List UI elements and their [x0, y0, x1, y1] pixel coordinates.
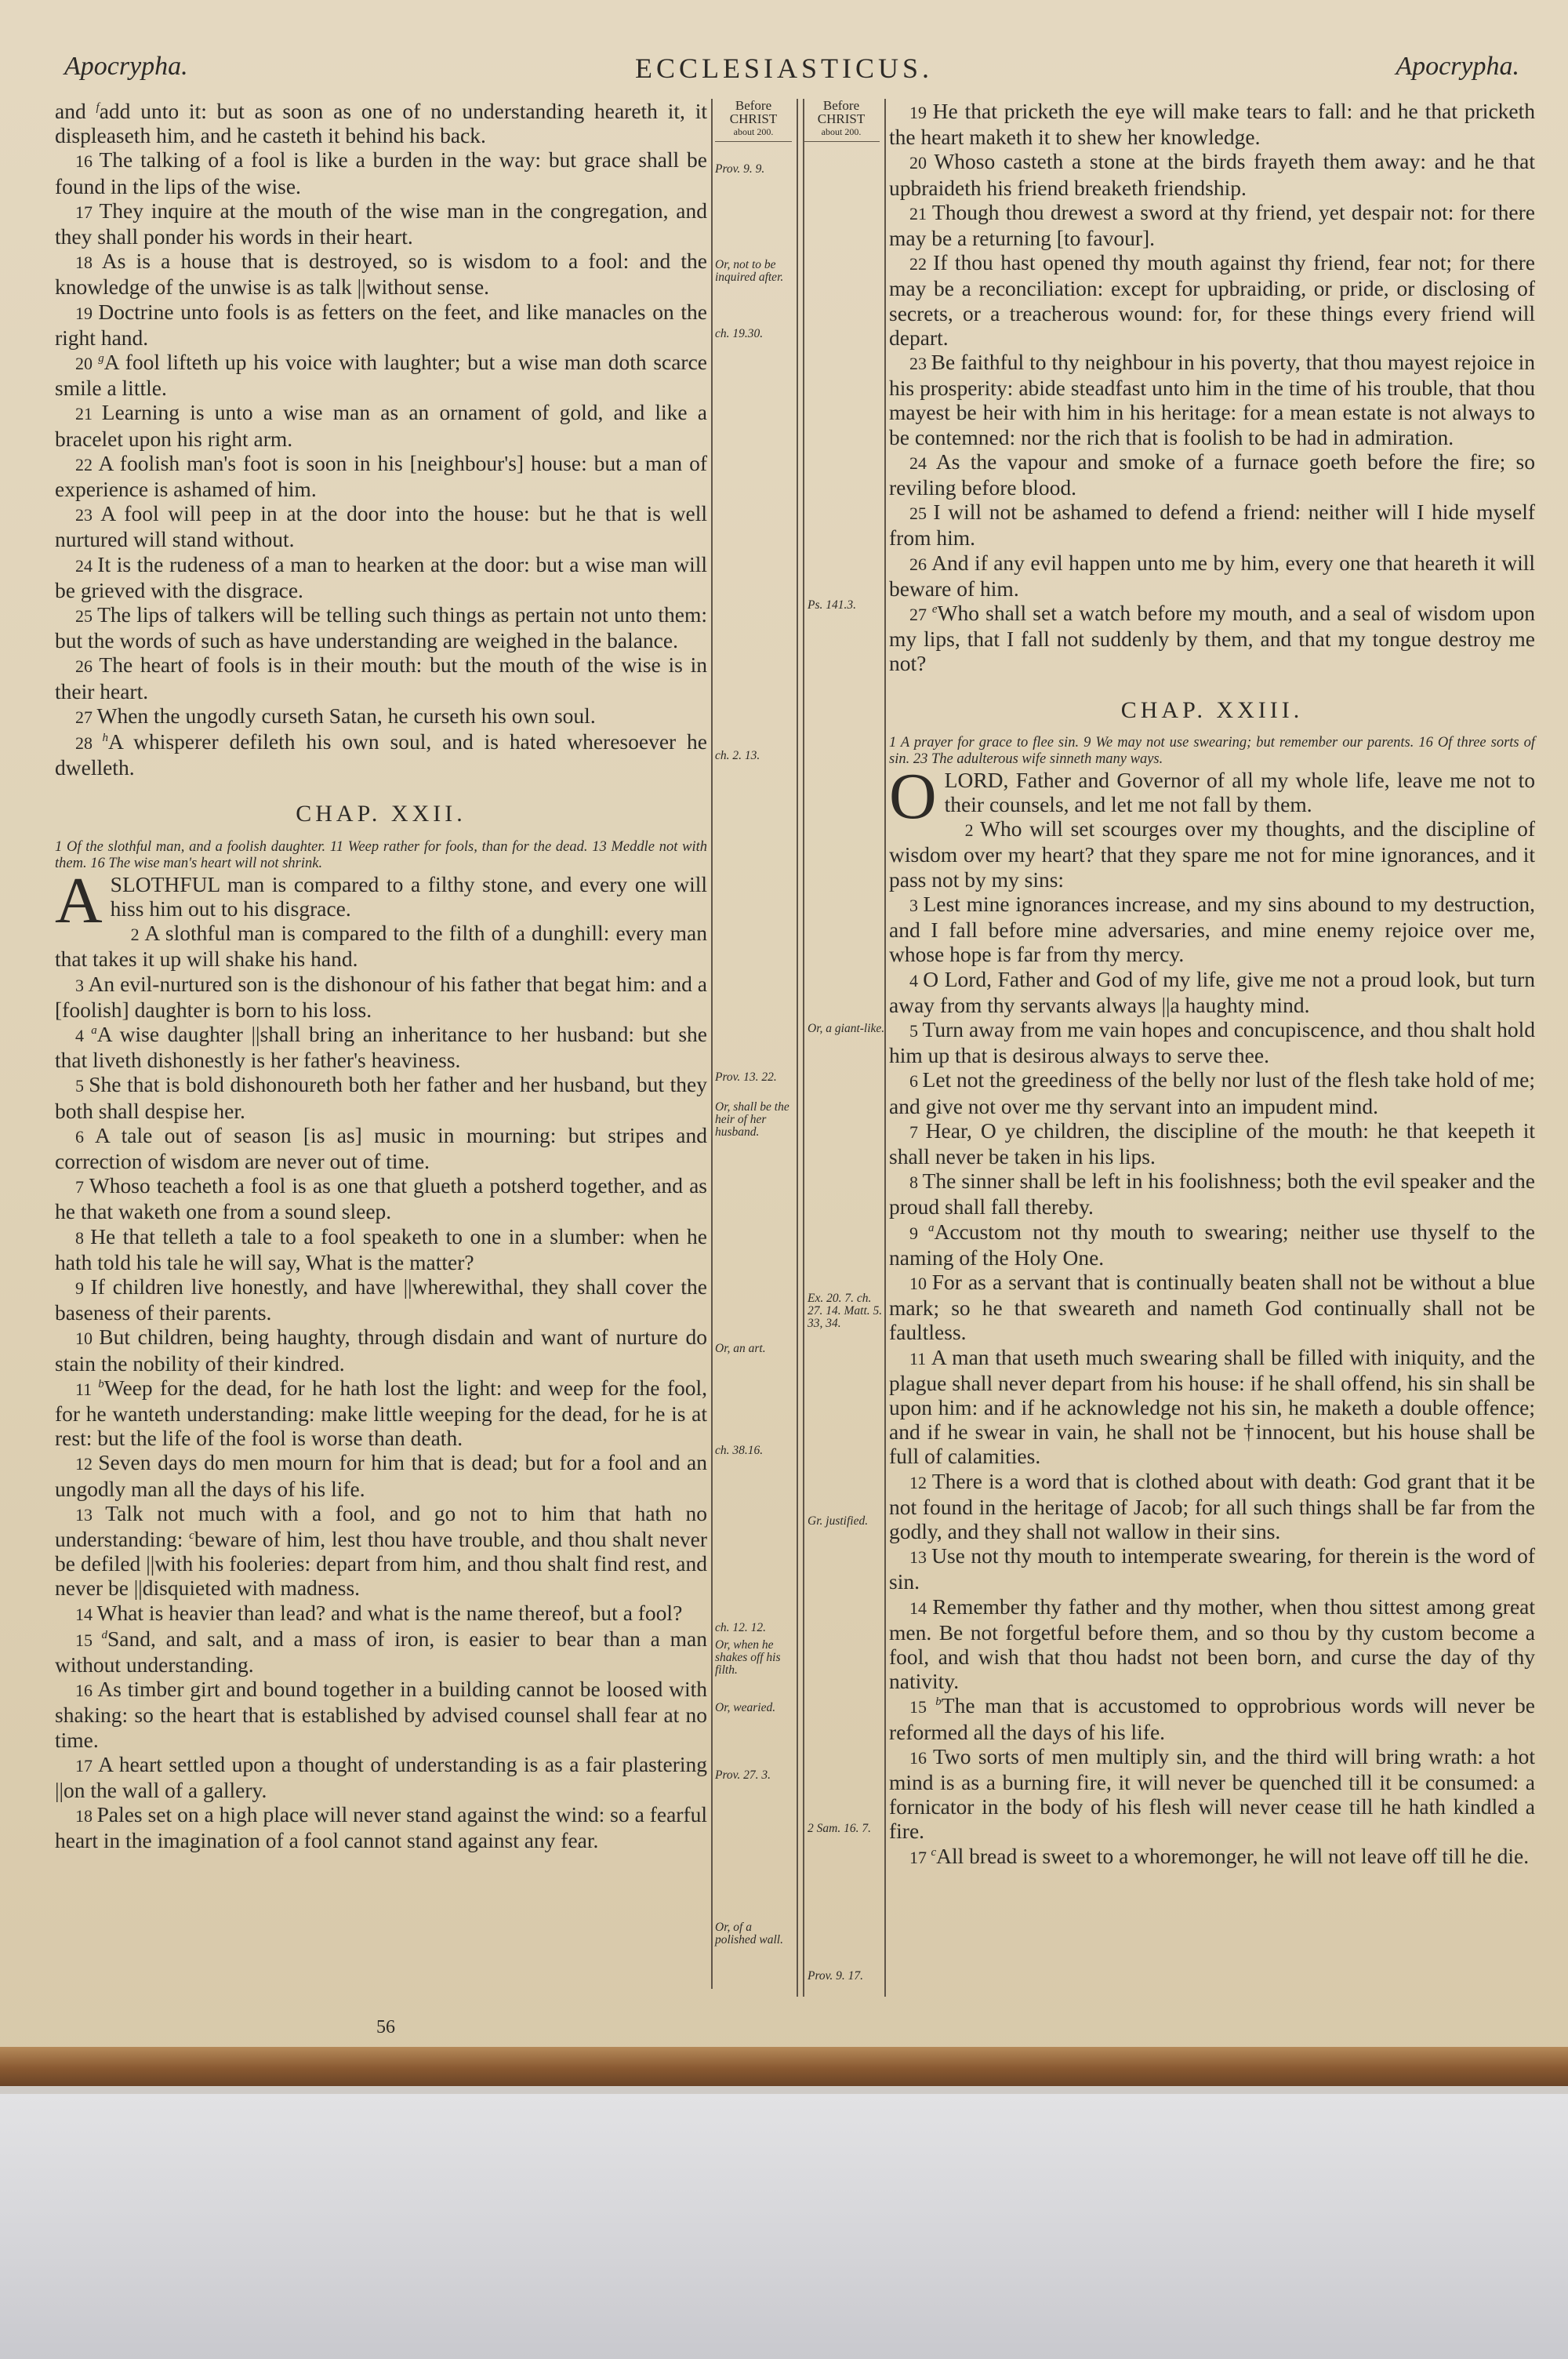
verse: 19 He that pricketh the eye will make tears to fall: and he that pricketh the heart maketh it to shew her knowledge.: [889, 99, 1536, 150]
verse: 16 As timber girt and bound together in a building cannot be loosed with shaking: so the heart that is established by advised counsel shall fear at no time.: [55, 1677, 707, 1752]
verse-text: He that telleth a tale to a fool speaketh to one in a slumber: when he hath told his tale he will say, What is the matter?: [55, 1223, 707, 1274]
verse: 27 $^e$Who shall set a watch before my mouth, and a seal of wisdom upon my lips, that I fall not suddenly by them, and that my tongue destroy me not?: [889, 601, 1536, 676]
running-head-right: Apocrypha.: [1396, 52, 1519, 81]
verse: 3 Lest mine ignorances increase, and my sins abound to my destruction, and I fall before mine adversaries, and mine enemy rejoice over me, whose hope is far from thy mercy.: [889, 891, 1536, 967]
verse: [55, 863, 707, 937]
verse-text: As is a house that is destroyed, so is wisdom to a fool: and the knowledge of the unwise is as talk ||without sense.: [55, 249, 707, 300]
verse: 23 Be faithful to thy neighbour in his poverty, that thou mayest rejoice in his prosperity: abide steadfast unto him in the time of his trouble, that thou mayest be heir with him in his heritage: for a mean estate is not always to be contemned: nor the rich that is foolish to be had in admiration.: [889, 350, 1536, 449]
verse-text: Doctrine unto fools is as fetters on the feet, and like manacles on the right hand.: [55, 299, 707, 350]
verse: 2 Who will set scourges over my thoughts, and the discipline of wisdom over my heart? that they spare me not for mine ignorances, and it pass not by my sins:: [889, 816, 1536, 892]
verse: 18 As is a house that is destroyed, so is wisdom to a fool: and the knowledge of the unwise is as talk ||without sense.: [55, 249, 707, 300]
margin-note: Prov. 27. 3.: [715, 1768, 771, 1782]
verse-text: Pales set on a high place will never stand against the wind: so a fearful heart in the imagination of a fool cannot stand against any fear.: [55, 1802, 707, 1853]
date-column-head: [803, 99, 880, 142]
verse-text: Use not thy mouth to intemperate swearing, for therein is the word of sin.: [889, 1543, 1536, 1594]
left-text-column: [55, 99, 707, 1853]
chapter-summary: 1 A prayer for grace to flee sin. 9 We may not use swearing; but remember our parents. 16 Of three sorts of sin. 23 The adulterous wife sinneth many ways.: [889, 734, 1535, 767]
verse: 21 Learning is unto a wise man as an ornament of gold, and like a bracelet upon his right arm.: [55, 400, 707, 451]
chapter-summary: 1 Of the slothful man, and a foolish daughter. 11 Weep rather for fools, than for the dead. 13 Meddle not with them. 16 The wise man's heart will not shrink.: [55, 838, 707, 871]
verse: 10 But children, being haughty, through disdain and want of nurture do stain the nobility of their kindred.: [55, 1325, 708, 1376]
verse: 18 Pales set on a high place will never stand against the wind: so a fearful heart in the imagination of a fool cannot stand against any fear.: [55, 1802, 707, 1853]
verse: 7 Whoso teacheth a fool is as one that glueth a potsherd together, and as he that waketh one from a sound sleep.: [55, 1173, 708, 1224]
verse-text: For as a servant that is continually beaten shall not be without a blue mark; so he that sweareth and nameth God continually shall not be faultless.: [889, 1269, 1536, 1345]
verse-text: I will not be ashamed to defend a friend: neither will I hide myself from him.: [889, 500, 1535, 551]
verse: 20 Whoso casteth a stone at the birds frayeth them away: and he that upbraideth his friend breaketh friendship.: [889, 149, 1536, 200]
verse: 25 The lips of talkers will be telling such things as pertain not unto them: but the words of such as have understanding are weighed in the balance.: [55, 602, 707, 653]
page-number: 56: [376, 2017, 395, 2037]
verse-text: A slothful man is compared to the filth of a dunghill: every man that takes it up will shake his hand.: [55, 921, 707, 972]
verse: 19 Doctrine unto fools is as fetters on the feet, and like manacles on the right hand.: [55, 299, 707, 350]
verse-text: There is a word that is clothed about with death: God grant that it be not found in the heritage of Jacob; for all such things shall be far from the godly, and they shall not wallow in their sins.: [889, 1468, 1535, 1543]
verse-text: Who shall set a watch before my mouth, and a seal of wisdom upon my lips, that I fall not suddenly by them, and that my tongue destroy me not?: [889, 601, 1536, 676]
verse: 9 $^a$Accustom not thy mouth to swearing; neither use thyself to the naming of the Holy One.: [889, 1219, 1536, 1270]
verse: 24 It is the rudeness of a man to hearken at the door: but a wise man will be grieved with the disgrace.: [55, 551, 707, 602]
verse: [889, 759, 1535, 833]
margin-note: Gr. justified.: [808, 1514, 869, 1528]
verse: 11 $^b$Weep for the dead, for he hath lost the light: and weep for the fool, for he wanteth understanding: make little weeping for the dead, for he is at rest: but the life of the fool is worse than death.: [55, 1375, 708, 1451]
verse-text: Let not the greediness of the belly nor lust of the flesh take hold of me; and give not over me thy servant into an impudent mind.: [889, 1067, 1535, 1118]
verse-text: A whisperer defileth his own soul, and is hated wheresoever he dwelleth.: [55, 729, 708, 780]
margin-note: Ps. 141.3.: [808, 598, 856, 612]
verse: 15 $^d$Sand, and salt, and a mass of iron, is easier to bear than a man without understanding.: [55, 1626, 707, 1677]
verse-text: A tale out of season [is as] music in mourning: but stripes and correction of wisdom are never out of time.: [55, 1122, 708, 1173]
verse: 12 There is a word that is clothed about with death: God grant that it be not found in the heritage of Jacob; for all such things shall be far from the godly, and they shall not wallow in their sins.: [889, 1468, 1535, 1543]
verse: 14 Remember thy father and thy mother, when thou sittest among great men. Be not forgetful before them, and so thou by thy custom become a fool, and wish that thou hadst not been born, and curse the day of thy nativity.: [889, 1594, 1536, 1694]
verse: 26 The heart of fools is in their mouth: but the mouth of the wise is in their heart.: [55, 652, 708, 703]
colhead-line: about 200.: [715, 125, 792, 142]
verse-text: The man that is accustomed to opprobrious words will never be reformed all the days of his life.: [889, 1693, 1536, 1744]
verse: 17 A heart settled upon a thought of understanding is as a fair plastering ||on the wall of a gallery.: [55, 1751, 708, 1802]
verse-text: O Lord, Father and God of my life, give me not a proud look, but turn away from thy servants always ||a haughty mind.: [889, 966, 1535, 1017]
verse: 6 Let not the greediness of the belly nor lust of the flesh take hold of me; and give not over me thy servant into an impudent mind.: [889, 1067, 1535, 1118]
verse-text: Two sorts of men multiply sin, and the third will bring wrath: a hot mind is as a burning fire, it will never be quenched till it be consumed: a fornicator in the body of his flesh will never cease till he hath kindled a fire.: [889, 1743, 1535, 1844]
verse: 14 What is heavier than lead? and what is the name thereof, but a fool?: [75, 1600, 683, 1625]
verse: 9 If children live honestly, and have ||wherewithal, they shall cover the baseness of their parents.: [55, 1274, 707, 1325]
verse: 21 Though thou drewest a sword at thy friend, yet despair not: for there may be a returning [to favour].: [889, 199, 1535, 251]
margin-note: Ex. 20. 7. ch. 27. 14. Matt. 5. 33, 34.: [808, 1292, 883, 1330]
verse-text: The lips of talkers will be telling such things as pertain not unto them: but the words of such as have understanding are weighed in the balance.: [55, 602, 707, 653]
margin-note: Or, shall be the heir of her husband.: [715, 1100, 789, 1139]
verse: 11 A man that useth much swearing shall be filled with iniquity, and the plague shall never depart from his house: if he shall offend, his sin shall be upon him: and if he acknowledge not his sin, he maketh a double offence; and if he swear in vain, he shall not be †innocent, but his house shall be full of calamities.: [889, 1344, 1535, 1469]
drop-cap: O: [889, 759, 937, 833]
verse: 3 An evil-nurtured son is the dishonour of his father that begat him: and a [foolish] daughter is born to his loss.: [55, 971, 708, 1022]
verse-text: An evil-nurtured son is the dishonour of his father that begat him: and a [foolish] daughter is born to his loss.: [55, 971, 708, 1022]
verse-text: They inquire at the mouth of the wise man in the congregation, and they shall ponder his words in their heart.: [55, 198, 707, 249]
verse-text: But children, being haughty, through disdain and want of nurture do stain the nobility of their kindred.: [55, 1325, 708, 1376]
verse: 16 Two sorts of men multiply sin, and the third will bring wrath: a hot mind is as a burning fire, it will never be quenched till it be consumed: a fornicator in the body of his flesh will never cease till he hath kindled a fire.: [889, 1743, 1535, 1844]
verse-text: The talking of a fool is like a burden in the way: but grace shall be found in the lips of the wise.: [55, 147, 707, 198]
verse: 17 They inquire at the mouth of the wise man in the congregation, and they shall ponder his words in their heart.: [55, 198, 707, 249]
verse: 10 For as a servant that is continually beaten shall not be without a blue mark; so he that sweareth and nameth God continually shall not be faultless.: [889, 1269, 1536, 1345]
book-page-edge: [0, 2047, 1568, 2086]
drop-cap: A: [55, 863, 103, 937]
verse-text: Weep for the dead, for he hath lost the light: and weep for the fool, for he wanteth understanding: make little weeping for the dead, for he is at rest: but the life of the fool is worse than death.: [55, 1375, 708, 1451]
verse: 2 A slothful man is compared to the filth of a dunghill: every man that takes it up will shake his hand.: [55, 921, 707, 972]
verse-text: SLOTHFUL man is compared to a filthy stone, and every one will hiss him out to his disgrace.: [110, 871, 707, 921]
margin-note: Or, a giant-like.: [808, 1022, 885, 1035]
margin-note: ch. 19.30.: [715, 327, 764, 340]
verse-text: All bread is sweet to a whoremonger, he will not leave off till he die.: [936, 1843, 1530, 1868]
colhead-line: CHRIST: [817, 111, 866, 126]
verse-text: Sand, and salt, and a mass of iron, is easier to bear than a man without understanding.: [55, 1626, 707, 1677]
verse: 5 Turn away from me vain hopes and concupiscence, and thou shalt hold him up that is desirous always to serve thee.: [889, 1016, 1536, 1068]
verse: 25 I will not be ashamed to defend a friend: neither will I hide myself from him.: [889, 500, 1535, 551]
verse-text: Learning is unto a wise man as an ornament of gold, and like a bracelet upon his right arm.: [55, 400, 707, 451]
chapter-heading: CHAP. XXIII.: [1120, 696, 1304, 723]
verse-text: Lest mine ignorances increase, and my sins abound to my destruction, and I fall before mine adversaries, and mine enemy rejoice over me, whose hope is far from thy mercy.: [889, 891, 1536, 967]
verse: 22 If thou hast opened thy mouth against thy friend, fear not; for there may be a reconciliation: except for upbraiding, or pride, or disclosing of secrets, or a treacherous wound: for, for these things every friend will depart.: [889, 250, 1536, 350]
colhead-line: CHRIST: [729, 111, 778, 126]
verse-text: Seven days do men mourn for him that is dead; but for a fool and an ungodly man all the days of his life.: [55, 1450, 708, 1501]
verse-text: Hear, O ye children, the discipline of the mouth: he that keepeth it shall never be taken in his lips.: [889, 1118, 1536, 1169]
margin-note: Or, wearied.: [715, 1701, 776, 1714]
margin-note: Or, an art.: [715, 1342, 766, 1355]
verse-text: She that is bold dishonoureth both her father and her husband, but they both shall despise her.: [55, 1072, 707, 1123]
verse: 22 A foolish man's foot is soon in his [neighbour's] house: but a man of experience is ashamed of him.: [55, 450, 707, 502]
verse-text: Whoso teacheth a fool is as one that glueth a potsherd together, and as he that waketh one from a sound sleep.: [55, 1173, 708, 1224]
verse-text: As the vapour and smoke of a furnace goeth before the fire; so reviling before blood.: [889, 449, 1535, 500]
verse: 27 When the ungodly curseth Satan, he curseth his own soul.: [75, 703, 596, 728]
verse-text: It is the rudeness of a man to hearken at the door: but a wise man will be grieved with the disgrace.: [55, 551, 707, 602]
column-rule: [884, 99, 886, 1997]
verse-text: What is heavier than lead? and what is the name thereof, but a fool?: [96, 1600, 683, 1625]
verse-text: He that pricketh the eye will make tears to fall: and he that pricketh the heart maketh it to shew her knowledge.: [889, 99, 1536, 150]
verse: 23 A fool will peep in at the door into the house: but he that is well nurtured will stand without.: [55, 501, 707, 552]
verse-text: Whoso casteth a stone at the birds frayeth them away: and he that upbraideth his friend breaketh friendship.: [889, 149, 1536, 200]
margin-note: Prov. 13. 22.: [715, 1070, 777, 1084]
margin-note: Prov. 9. 9.: [715, 162, 765, 176]
verse: 13 Talk not much with a fool, and go not to him that hath no understanding: $^c$beware of him, lest thou have trouble, and thou shalt never be defiled ||with his fooleries: depart from him, and thou shalt find rest, and never be ||disquieted with madness.: [55, 1500, 707, 1601]
running-head-title: ECCLESIASTICUS.: [634, 53, 934, 84]
colhead-line: Before: [822, 98, 860, 113]
verse: and $^f$add unto it: but as soon as one of no understanding heareth it, it displeaseth him, and he casteth it behind his back.: [55, 99, 707, 148]
verse-text: If children live honestly, and have ||wherewithal, they shall cover the baseness of their parents.: [55, 1274, 707, 1325]
verse-text: add unto it: but as soon as one of no understanding heareth it, it displeaseth him, and he casteth it behind his back.: [55, 99, 707, 148]
tabletop-background: [0, 2094, 1568, 2359]
margin-note: Or, not to be inquired after.: [715, 258, 784, 284]
column-rule: [711, 99, 713, 1989]
verse-text: When the ungodly curseth Satan, he curseth his own soul.: [96, 703, 596, 728]
verse-text: A heart settled upon a thought of understanding is as a fair plastering ||on the wall of a gallery.: [55, 1751, 708, 1802]
verse-text: A fool lifteth up his voice with laughter; but a wise man doth scarce smile a little.: [55, 350, 708, 401]
chapter-heading: CHAP. XXII.: [296, 801, 466, 827]
margin-note: Or, of a polished wall.: [715, 1921, 783, 1946]
verse: 4 O Lord, Father and God of my life, give me not a proud look, but turn away from thy servants always ||a haughty mind.: [889, 966, 1535, 1017]
running-head-left: Apocrypha.: [64, 52, 188, 81]
margin-note: Or, when he shakes off his filth.: [715, 1638, 781, 1677]
verse-text: Be faithful to thy neighbour in his poverty, that thou mayest rejoice in his prosperity: abide steadfast unto him in the time of his trouble, that thou mayest be heir with him in his heritage: for a mean estate is not always to be contemned: nor the rich that is foolish to be had in admiration.: [889, 350, 1536, 449]
margin-note: Prov. 9. 17.: [808, 1969, 864, 1983]
verse: 8 He that telleth a tale to a fool speaketh to one in a slumber: when he hath told his tale he will say, What is the matter?: [55, 1223, 707, 1274]
margin-note: 2 Sam. 16. 7.: [808, 1822, 871, 1835]
verse-text: A man that useth much swearing shall be filled with iniquity, and the plague shall never depart from his house: if he shall offend, his sin shall be upon him: and if he acknowledge not his sin, he maketh a double offence; and if he swear in vain, he shall not be †innocent, but his house shall be full of calamities.: [889, 1344, 1535, 1469]
column-rule: [803, 99, 804, 1997]
verse: 15 $^b$The man that is accustomed to opprobrious words will never be reformed all the days of his life.: [889, 1693, 1536, 1744]
verse: 20 $^g$A fool lifteth up his voice with laughter; but a wise man doth scarce smile a little.: [55, 350, 708, 401]
verse: 13 Use not thy mouth to intemperate swearing, for therein is the word of sin.: [889, 1543, 1536, 1594]
verse: 12 Seven days do men mourn for him that is dead; but for a fool and an ungodly man all the days of his life.: [55, 1450, 708, 1501]
column-rule: [797, 99, 798, 1997]
verse-text: A fool will peep in at the door into the house: but he that is well nurtured will stand without.: [55, 501, 707, 552]
verse: 4 $^a$A wise daughter ||shall bring an inheritance to her husband: but she that liveth dishonestly is her father's heaviness.: [55, 1021, 708, 1073]
verse-text: Talk not much with a fool, and go not to him that hath no understanding:: [55, 1500, 707, 1551]
verse: 28 $^h$A whisperer defileth his own soul, and is hated wheresoever he dwelleth.: [55, 729, 708, 780]
verse-text: The heart of fools is in their mouth: but the mouth of the wise is in their heart.: [55, 652, 708, 703]
verse: 26 And if any evil happen unto me by him, every one that heareth it will beware of him.: [889, 550, 1535, 601]
colhead-line: Before: [735, 98, 772, 113]
verse-text: And if any evil happen unto me by him, every one that heareth it will beware of him.: [889, 550, 1535, 601]
verse: 17 $^c$All bread is sweet to a whoremonger, he will not leave off till he die.: [909, 1843, 1530, 1868]
margin-note: ch. 2. 13.: [715, 749, 760, 762]
margin-note: ch. 12. 12.: [715, 1621, 767, 1634]
verse-text: A wise daughter ||shall bring an inheritance to her husband: but she that liveth dishonestly is her father's heaviness.: [55, 1021, 708, 1073]
verse-text: Who will set scourges over my thoughts, and the discipline of wisdom over my heart? that they spare me not for mine ignorances, and it pass not by my sins:: [889, 816, 1536, 892]
verse: 8 The sinner shall be left in his foolishness; both the evil speaker and the proud shall fall thereby.: [889, 1169, 1535, 1219]
verse-text: beware of him, lest thou have trouble, and thou shalt never be defiled ||with his fooleries: depart from him, and thou shalt find rest, and never be ||disquieted with madness.: [55, 1526, 707, 1601]
verse-text: Accustom not thy mouth to swearing; neither use thyself to the naming of the Holy One.: [889, 1219, 1536, 1270]
colhead-line: about 200.: [803, 125, 880, 142]
verse-text: and: [55, 99, 96, 123]
margin-note: ch. 38.16.: [715, 1444, 764, 1457]
verse: 5 She that is bold dishonoureth both her father and her husband, but they both shall despise her.: [55, 1072, 707, 1123]
verse-text: The sinner shall be left in his foolishness; both the evil speaker and the proud shall fall thereby.: [889, 1169, 1535, 1219]
verse-text: Though thou drewest a sword at thy friend, yet despair not: for there may be a returning [to favour].: [889, 199, 1535, 251]
verse: 24 As the vapour and smoke of a furnace goeth before the fire; so reviling before blood.: [889, 449, 1535, 500]
verse-text: LORD, Father and Governor of all my whole life, leave me not to their counsels, and let me not fall by them.: [944, 767, 1535, 817]
date-column-head: [715, 99, 792, 142]
verse-text: As timber girt and bound together in a building cannot be loosed with shaking: so the heart that is established by advised counsel shall fear at no time.: [55, 1677, 707, 1752]
verse: 6 A tale out of season [is as] music in mourning: but stripes and correction of wisdom are never out of time.: [55, 1122, 708, 1173]
verse-text: Turn away from me vain hopes and concupiscence, and thou shalt hold him up that is desirous always to serve thee.: [889, 1016, 1536, 1068]
verse: 7 Hear, O ye children, the discipline of the mouth: he that keepeth it shall never be taken in his lips.: [889, 1118, 1536, 1169]
right-text-column: [889, 99, 1535, 1870]
verse-text: Remember thy father and thy mother, when thou sittest among great men. Be not forgetful before them, and so thou by thy custom become a fool, and wish that thou hadst not been born, and curse the day of thy nativity.: [889, 1594, 1536, 1694]
verse: 16 The talking of a fool is like a burden in the way: but grace shall be found in the lips of the wise.: [55, 147, 707, 198]
verse-text: A foolish man's foot is soon in his [neighbour's] house: but a man of experience is ashamed of him.: [55, 450, 707, 502]
verse-text: If thou hast opened thy mouth against thy friend, fear not; for there may be a reconciliation: except for upbraiding, or pride, or disclosing of secrets, or a treacherous wound: for, for these things every friend will depart.: [889, 250, 1536, 350]
